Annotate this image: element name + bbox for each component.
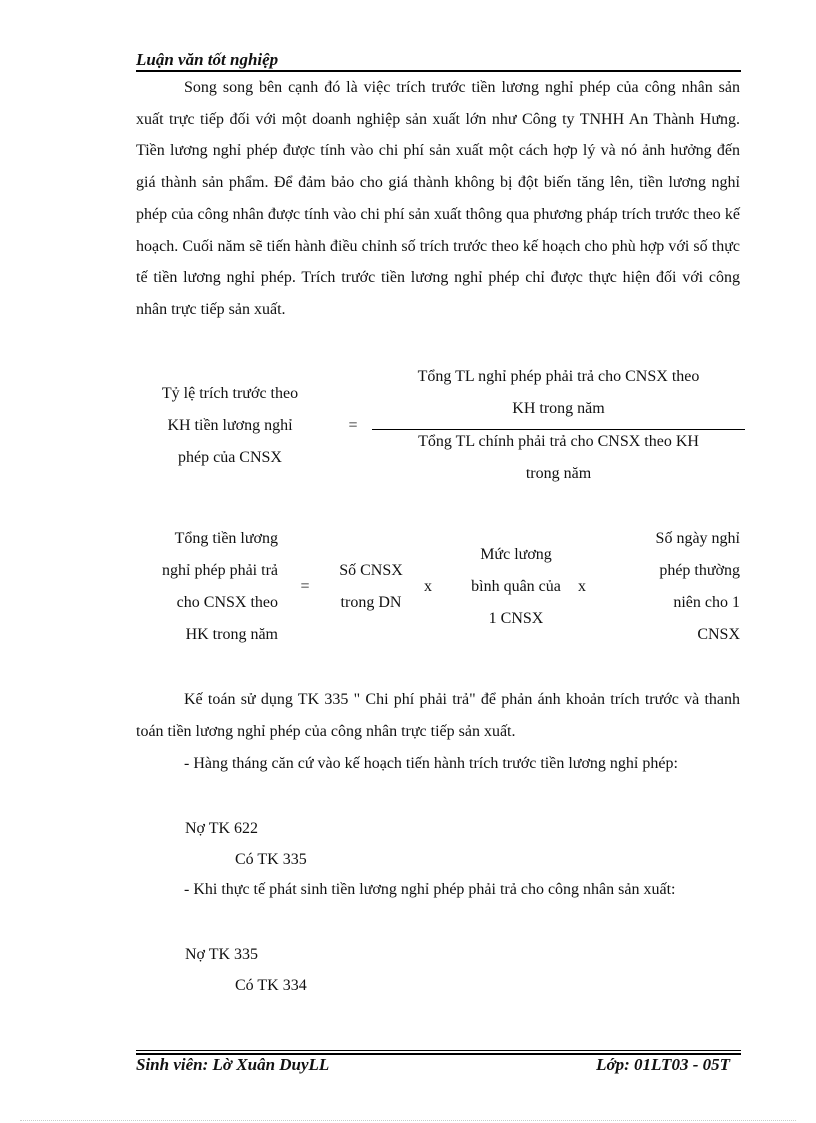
formula2-times-2: x (578, 578, 586, 595)
intro-paragraph: Song song bên cạnh đó là việc trích trước tiền lương nghỉ phép của công nhân sản xuất trực tiếp đối với một doanh nghiệp sản xuất lớn như Công ty TNHH An Thành Hưng. Tiền lương nghỉ phép được tính vào chi phí sản xuất một cách hợp lý và nó ảnh hưởng đến giá thành sản phẩm. Để đảm bảo cho giá thành không bị đột biến tăng lên, tiền lương nghỉ phép của công nhân được tính vào chi phí sản xuất thông qua phương pháp trích trước theo kế hoạch. Cuối năm sẽ tiến hành điều chỉnh số trích trước theo kế hoạch cho phù hợp với số thực tế tiền lương nghỉ phép. Trích trước tiền lương nghỉ phép chỉ được thực hiện đối với công nhân trực tiếp sản xuất. (136, 79, 740, 318)
formula1-denominator-line2: trong năm (525, 465, 592, 482)
formula2-term3-line1: Số ngày nghỉ (655, 530, 740, 547)
formula2-lhs-line2: nghỉ phép phải trả (162, 562, 278, 579)
page-bottom-edge (20, 1120, 796, 1121)
journal-credit-335: Có TK 335 (235, 851, 307, 868)
journal-debit-335: Nợ TK 335 (185, 946, 259, 963)
formula2-lhs-line1: Tổng tiền lương (174, 530, 278, 547)
monthly-paragraph: - Hàng tháng căn cứ vào kế hoạch tiến hành trích trước tiền lương nghỉ phép: (184, 755, 678, 772)
formula2-term1-line1: Số CNSX (339, 562, 403, 579)
formula1-denominator-line1: Tổng TL chính phải trả cho CNSX theo KH (418, 433, 699, 450)
formula2-lhs-line4: HK trong năm (185, 626, 278, 643)
header-title: Luận văn tốt nghiệp (136, 50, 279, 69)
formula2-times-1: x (424, 578, 432, 595)
formula1-lhs-line2: KH tiền lương nghỉ (167, 417, 293, 434)
footer-student-name: Sinh viên: Lờ Xuân DuyLL (136, 1055, 330, 1074)
journal-debit-622: Nợ TK 622 (185, 820, 259, 837)
formula2-term2-line2: bình quân của (471, 578, 561, 595)
footer-rule-thin (136, 1050, 741, 1051)
formula1-lhs (140, 378, 320, 474)
formula2-term2-line1: Mức lương (480, 546, 552, 563)
formula2-lhs-line3: cho CNSX theo (176, 594, 278, 611)
formula1-numerator (372, 361, 745, 425)
journal-credit-334: Có TK 334 (235, 977, 307, 994)
formula2-term3-line3: niên cho 1 (673, 594, 740, 611)
actual-paragraph: - Khi thực tế phát sinh tiền lương nghỉ phép phải trả cho công nhân sản xuất: (184, 881, 676, 898)
footer-class: Lớp: 01LT03 - 05T (596, 1055, 730, 1074)
formula1-numerator-line1: Tổng TL nghỉ phép phải trả cho CNSX theo (417, 368, 700, 385)
formula2-term3-line2: phép thường (659, 562, 740, 579)
formula2-term1 (325, 555, 417, 619)
formula1-lhs-line1: Tỷ lệ trích trước theo (161, 385, 299, 402)
formula1-equals: = (348, 417, 358, 434)
formula2-term2-line3: 1 CNSX (488, 610, 544, 627)
formula2-lhs (128, 523, 298, 651)
formula1-denominator (372, 426, 745, 490)
formula1-numerator-line2: KH trong năm (512, 400, 605, 417)
formula2-term3-line4: CNSX (697, 626, 740, 643)
formula2-term3 (606, 523, 740, 651)
formula2-equals: = (300, 578, 310, 595)
formula2-term2 (440, 539, 592, 635)
formula1-lhs-line3: phép của CNSX (178, 449, 282, 466)
account-paragraph: Kế toán sử dụng TK 335 " Chi phí phải trả" để phản ánh khoản trích trước và thanh toán tiền lương nghỉ phép của công nhân trực tiếp sản xuất. (136, 691, 740, 740)
formula2-term1-line2: trong DN (340, 594, 402, 611)
